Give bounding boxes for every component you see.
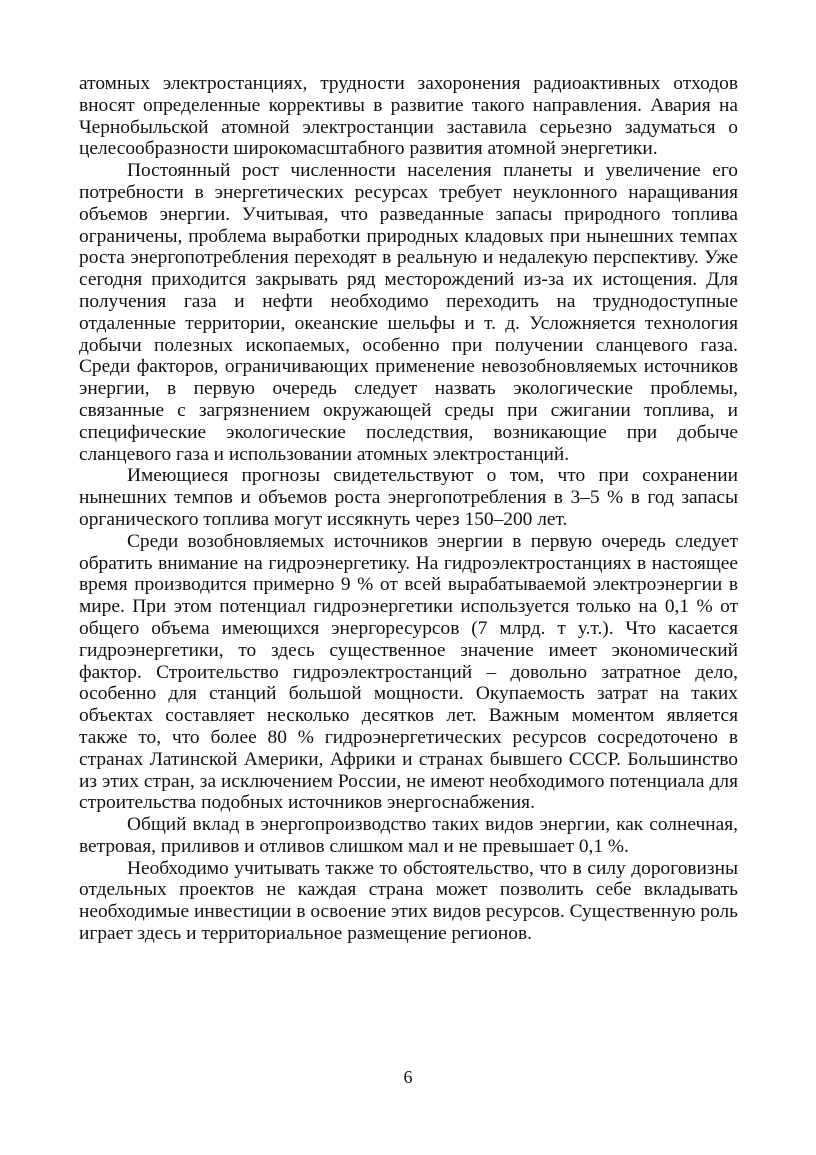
- paragraph-5: Общий вклад в энергопроизводство таких видов энергии, как солнечная, ветровая, приливов и отливов слишком мал и не превышает 0,1 %.: [79, 814, 738, 857]
- paragraph-6: Необходимо учитывать также то обстоятельство, что в силу дороговизны отдельных проектов не каждая страна может позволить себе вкладывать необходимые инвестиции в освоение этих видов ресурсов. Существенную роль играет здесь и территориальное размещение регионов.: [79, 857, 738, 945]
- paragraph-4: Среди возобновляемых источников энергии в первую очередь следует обратить внимание на гидроэнергетику. На гидроэлектростанциях в настоящее время производится примерно 9 % от всей вырабатываемой электроэнергии в мире. При этом потенциал гидроэнергетики используется только на 0,1 % от общего объема имеющихся энергоресурсов (7 млрд. т у.т.). Что касается гидроэнергетики, то здесь существенное значение имеет экономический фактор. Строительство гидроэлектростанций – довольно затратное дело, особенно для станций большой мощности. Окупаемость затрат на таких объектах составляет несколько десятков лет. Важным моментом является также то, что более 80 % гидроэнергетических ресурсов сосредоточено в странах Латинской Америки, Африки и странах бывшего СССР. Большинство из этих стран, за исключением России, не имеют необходимого потенциала для строительства подобных источников энергоснабжения.: [79, 530, 738, 814]
- page-number: 6: [403, 1067, 413, 1087]
- paragraph-2: Постоянный рост численности населения планеты и увеличение его потребности в энергетических ресурсах требует неуклонного наращивания объемов энергии. Учитывая, что разведанные запасы природного топлива ограничены, проблема выработки природных кладовых при нынешних темпах роста энергопотребления переходят в реальную и недалекую перспективу. Уже сегодня приходится закрывать ряд месторождений из-за их истощения. Для получения газа и нефти необходимо переходить на труднодоступные отдаленные территории, океанские шельфы и т. д. Усложняется технология добычи полезных ископаемых, особенно при получении сланцевого газа. Среди факторов, ограничивающих применение невозобновляемых источников энергии, в первую очередь следует назвать экологические проблемы, связанные с загрязнением окружающей среды при сжигании топлива, и специфические экологические последствия, возникающие при добыче сланцевого газа и использовании атомных электростанций.: [79, 160, 738, 465]
- document-body: [79, 73, 738, 945]
- paragraph-1: атомных электростанциях, трудности захоронения радиоактивных отходов вносят определенные коррективы в развитие такого направления. Авария на Чернобыльской атомной электростанции заставила серьезно задуматься о целесообразности широкомасштабного развития атомной энергетики.: [79, 73, 738, 160]
- paragraph-3: Имеющиеся прогнозы свидетельствуют о том, что при сохранении нынешних темпов и объемов роста энергопотребления в 3–5 % в год запасы органического топлива могут иссякнуть через 150–200 лет.: [79, 465, 738, 530]
